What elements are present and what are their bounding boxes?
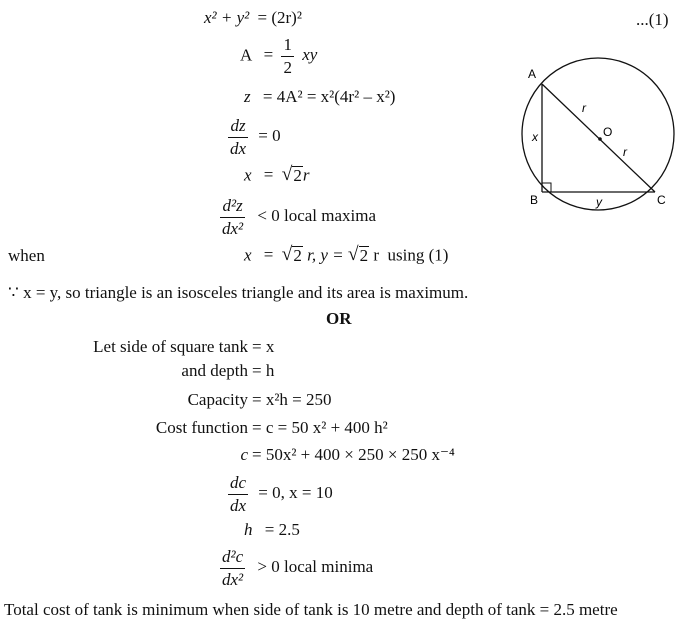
sqrt-sign: √ <box>281 164 293 186</box>
x-value <box>244 164 310 185</box>
equation-tag: ...(1) <box>636 10 669 29</box>
circle-triangle-diagram <box>516 48 686 218</box>
when-equation <box>244 244 448 265</box>
part1-conclusion: ∵ x = y, so triangle is an isosceles triangle and its area is maximum. <box>8 283 469 302</box>
d2c-num: d²c <box>220 548 245 569</box>
xval-sqrt <box>282 164 303 185</box>
area-lhs: A <box>240 45 252 65</box>
dzdx-rhs: = 0 <box>258 126 281 146</box>
z-lhs: z <box>244 87 251 106</box>
when-word: when <box>8 246 45 265</box>
d2z-num: d²z <box>220 197 244 218</box>
xval-tail: r <box>302 165 310 185</box>
dcdx-num: dc <box>228 474 248 495</box>
dc-dx-equation <box>228 474 333 515</box>
part2-conclusion: Total cost of tank is minimum when side of tank is 10 metre and depth of tank = 2.5 metre <box>4 600 618 619</box>
xval-lhs: x <box>244 165 252 185</box>
hypotenuse-ac <box>542 84 655 192</box>
sqrt-sign: √ <box>281 244 293 266</box>
d2z-equation <box>220 197 376 238</box>
sqrt-sign: √ <box>347 244 359 266</box>
row-label: and depth <box>181 361 248 380</box>
or-divider: OR <box>326 309 352 328</box>
vertex-b: B <box>530 193 539 207</box>
z-definition <box>244 87 395 107</box>
row-label: c <box>240 445 248 464</box>
equation-1 <box>204 8 302 28</box>
area-rest: xy <box>302 45 318 65</box>
xval-root: 2 <box>293 166 302 185</box>
when-lhs: x <box>244 245 252 265</box>
dz-dx-equation <box>228 117 281 158</box>
d2c-fraction <box>220 548 245 589</box>
row-value: = x²h = 250 <box>252 390 332 409</box>
h-lhs: h <box>244 520 253 539</box>
vertex-a: A <box>528 67 537 81</box>
dzdx-fraction <box>228 117 248 158</box>
dzdx-den: dx <box>230 138 247 158</box>
vertex-c: C <box>657 193 666 207</box>
z-rhs: = 4A² = x²(4r² – x²) <box>262 87 396 106</box>
row-label: Cost function <box>155 418 248 437</box>
dcdx-den: dx <box>230 495 247 515</box>
when-eq: = <box>263 245 274 265</box>
row-value: = c = 50 x² + 400 h² <box>252 418 388 437</box>
area-num: 1 <box>281 36 294 57</box>
row-value: = 50x² + 400 × 250 × 250 x⁻⁴ <box>252 445 455 464</box>
label-r-lower: r <box>623 145 627 159</box>
circumcircle <box>522 58 674 210</box>
label-x: x <box>532 130 538 144</box>
eq1-rhs: = (2r)² <box>257 8 302 27</box>
label-y: y <box>596 195 602 209</box>
row-value: = h <box>252 361 275 380</box>
d2c-rhs: > 0 local minima <box>257 557 374 577</box>
row-label: Capacity <box>187 390 248 409</box>
when-root-1: 2 <box>293 246 302 265</box>
h-rhs: = 2.5 <box>264 520 300 539</box>
eq1-lhs: x² + y² <box>204 8 250 27</box>
when-sqrt-1 <box>282 244 303 265</box>
area-fraction <box>281 36 294 77</box>
when-mid: r, y = <box>302 245 348 265</box>
area-den: 2 <box>283 57 292 77</box>
d2z-rhs: < 0 local maxima <box>257 206 377 226</box>
area-eq: = <box>263 45 274 65</box>
center-o: O <box>603 125 613 139</box>
dcdx-rhs: = 0, x = 10 <box>258 483 333 503</box>
area-equation <box>240 36 317 77</box>
d2z-den: dx² <box>222 218 244 238</box>
center-point <box>598 137 602 141</box>
row-label: Let side of square tank <box>93 337 248 356</box>
xval-eq: = <box>263 165 274 185</box>
row-value: = x <box>252 337 275 356</box>
label-r-upper: r <box>582 101 586 115</box>
dcdx-fraction <box>228 474 248 515</box>
when-tail: r using (1) <box>369 245 449 265</box>
d2c-equation <box>220 548 373 589</box>
d2z-fraction <box>220 197 245 238</box>
h-value <box>244 520 300 540</box>
dzdx-num: dz <box>228 117 247 138</box>
d2c-den: dx² <box>222 569 244 589</box>
when-sqrt-2 <box>348 244 369 265</box>
when-root-2: 2 <box>359 246 369 265</box>
